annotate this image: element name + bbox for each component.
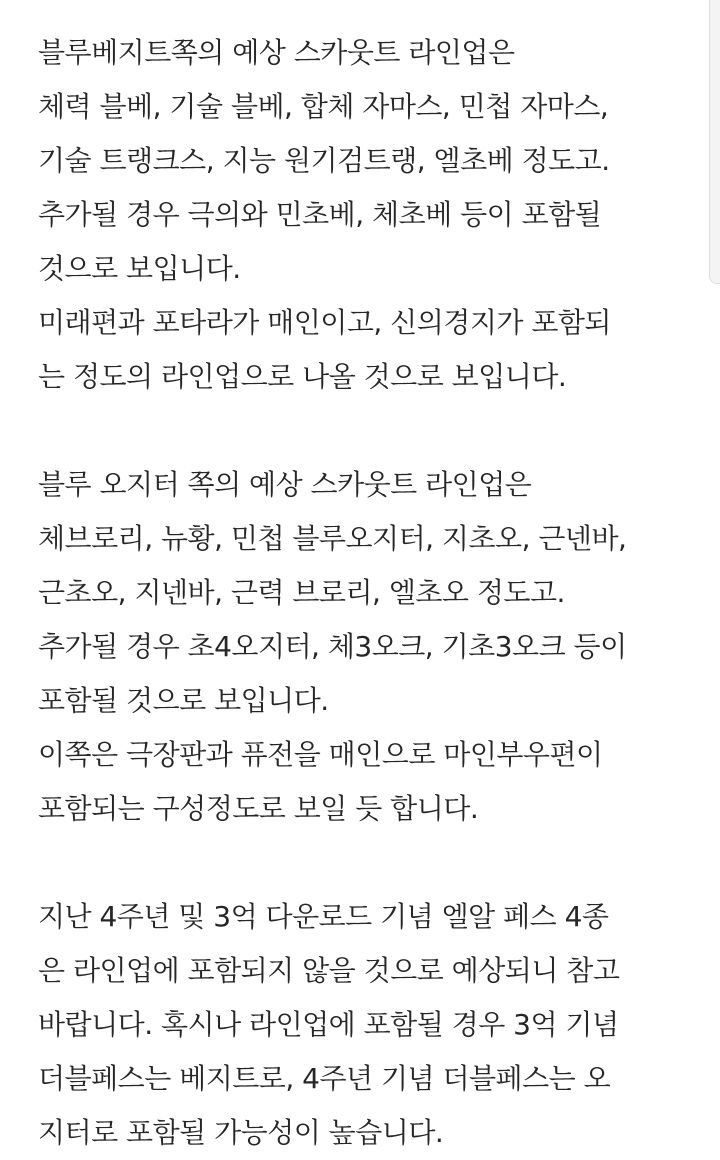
- paragraph-spacer: [38, 836, 698, 890]
- text-line: 블루 오지터 쪽의 예상 스카웃트 라인업은: [38, 468, 532, 501]
- paragraph-blue-gogeta-lineup: [38, 458, 698, 836]
- text-line: 포함되는 구성정도로 보일 듯 합니다.: [38, 792, 479, 825]
- text-line: 지난 4주년 및 3억 다운로드 기념 엘알 페스 4종: [38, 900, 609, 933]
- text-line: 포함될 것으로 보입니다.: [38, 684, 329, 717]
- text-line: 지터로 포함될 가능성이 높습니다.: [38, 1116, 444, 1149]
- text-line: 체브로리, 뉴황, 민첩 블루오지터, 지초오, 근넨바,: [38, 522, 627, 555]
- text-line: 근초오, 지넨바, 근력 브로리, 엘초오 정도고.: [38, 576, 565, 609]
- text-line: 바랍니다. 혹시나 라인업에 포함될 경우 3억 기념: [38, 1008, 619, 1041]
- post-body: [38, 26, 698, 1160]
- text-line: 은 라인업에 포함되지 않을 것으로 예상되니 참고: [38, 954, 620, 987]
- text-line: 기술 트랭크스, 지능 원기검트랭, 엘초베 정도고.: [38, 144, 610, 177]
- text-line: 것으로 보입니다.: [38, 252, 241, 285]
- text-line: 미래편과 포타라가 매인이고, 신의경지가 포함되: [38, 306, 611, 339]
- text-line: 추가될 경우 극의와 민초베, 체초베 등이 포함될: [38, 198, 602, 231]
- text-line: 더블페스는 베지트로, 4주년 기념 더블페스는 오: [38, 1062, 611, 1095]
- scrollbar-thumb[interactable]: [709, 0, 720, 284]
- paragraph-anniversary-note: [38, 890, 698, 1160]
- text-line: 블루베지트쪽의 예상 스카웃트 라인업은: [38, 36, 515, 69]
- paragraph-blue-vegito-lineup: [38, 26, 698, 404]
- paragraph-spacer: [38, 404, 698, 458]
- text-line: 체력 블베, 기술 블베, 합체 자마스, 민첩 자마스,: [38, 90, 609, 123]
- text-line: 추가될 경우 초4오지터, 체3오크, 기초3오크 등이: [38, 630, 627, 663]
- text-line: 는 정도의 라인업으로 나올 것으로 보입니다.: [38, 360, 567, 393]
- text-line: 이쪽은 극장판과 퓨전을 매인으로 마인부우편이: [38, 738, 603, 771]
